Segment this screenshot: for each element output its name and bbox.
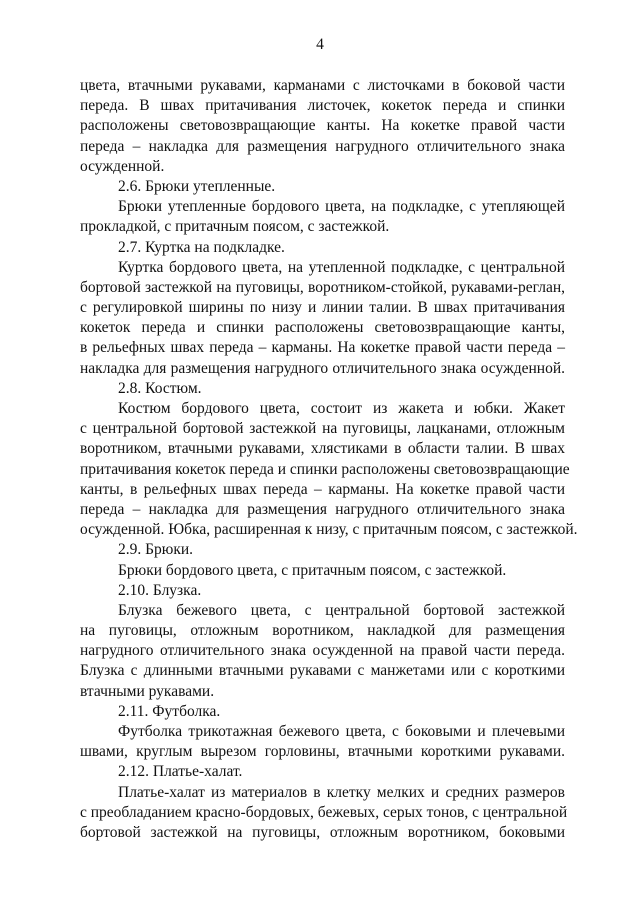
text-line: 2.8. Костюм.	[118, 379, 202, 397]
text-line: с преобладанием красно-бордовых, бежевых, серых тонов, с центральной	[80, 803, 568, 821]
text-line: 2.12. Платье-халат.	[118, 763, 243, 781]
text-line: осужденной.	[80, 157, 165, 175]
text-line: переда. В швах притачивания листочек, кокеток переда и спинки	[80, 97, 565, 115]
text-line: переда – накладка для размещения нагрудного отличительного знака	[80, 500, 565, 518]
text-line: накладка для размещения нагрудного отличительного знака осужденной.	[80, 359, 565, 377]
text-line: осужденной. Юбка, расширенная к низу, с притачным поясом, с застежкой.	[80, 521, 578, 539]
text-line: бортовой застежкой на пуговицы, воротником-стойкой, рукавами-реглан,	[80, 278, 565, 296]
text-line: воротником, втачными рукавами, хлястиками в области талии. В швах	[80, 440, 565, 458]
text-line: Брюки утепленные бордового цвета, на подкладке, с утепляющей	[118, 198, 565, 216]
text-line: Куртка бордового цвета, на утепленной подкладке, с центральной	[118, 258, 565, 276]
text-line: прокладкой, с притачным поясом, с застежкой.	[80, 218, 390, 236]
text-line: 2.9. Брюки.	[118, 541, 194, 559]
text-line: цвета, втачными рукавами, карманами с листочками в боковой части	[80, 77, 565, 94]
text-line: Брюки бордового цвета, с притачным поясом, с застежкой.	[118, 561, 507, 579]
text-line: с центральной бортовой застежкой на пуговицы, лацканами, отложным	[80, 420, 565, 438]
text-line: 2.7. Куртка на подкладке.	[118, 238, 285, 256]
text-line: втачными рукавами.	[80, 682, 215, 700]
text-line: 2.11. Футболка.	[118, 702, 221, 720]
text-line: 2.6. Брюки утепленные.	[118, 177, 276, 195]
text-line: в рельефных швах переда – карманы. На кокетке правой части переда –	[80, 339, 565, 357]
text-line: притачивания кокеток переда и спинки расположены световозвращающие	[80, 460, 570, 478]
text-line: Блузка бежевого цвета, с центральной бортовой застежкой	[118, 601, 565, 619]
text-line: Платье-халат из материалов в клетку мелких и средних размеров	[118, 783, 565, 801]
text-line: швами, круглым вырезом горловины, втачными короткими рукавами.	[80, 743, 565, 761]
text-line: с регулировкой ширины по низу и линии талии. В швах притачивания	[80, 299, 565, 317]
text-line: расположены световозвращающие канты. На кокетке правой части	[80, 117, 565, 135]
text-line: переда – накладка для размещения нагрудного отличительного знака	[80, 137, 565, 155]
text-line: Футболка трикотажная бежевого цвета, с боковыми и плечевыми	[118, 723, 565, 740]
page-number: 4	[316, 36, 324, 53]
text-line: канты, в рельефных швах переда – карманы. На кокетке правой части	[80, 480, 565, 498]
text-line: бортовой застежкой на пуговицы, отложным воротником, боковыми	[80, 823, 565, 841]
text-line: Костюм бордового цвета, состоит из жакета и юбки. Жакет	[118, 400, 565, 417]
body-text	[80, 76, 578, 843]
text-line: кокеток переда и спинки расположены световозвращающие канты,	[80, 319, 565, 337]
text-line: 2.10. Блузка.	[118, 581, 202, 599]
text-line: нагрудного отличительного знака осужденной на правой части переда.	[80, 642, 565, 660]
text-line: на пуговицы, отложным воротником, накладкой для размещения	[80, 622, 565, 640]
text-line: Блузка с длинными втачными рукавами с манжетами или с короткими	[80, 662, 565, 680]
